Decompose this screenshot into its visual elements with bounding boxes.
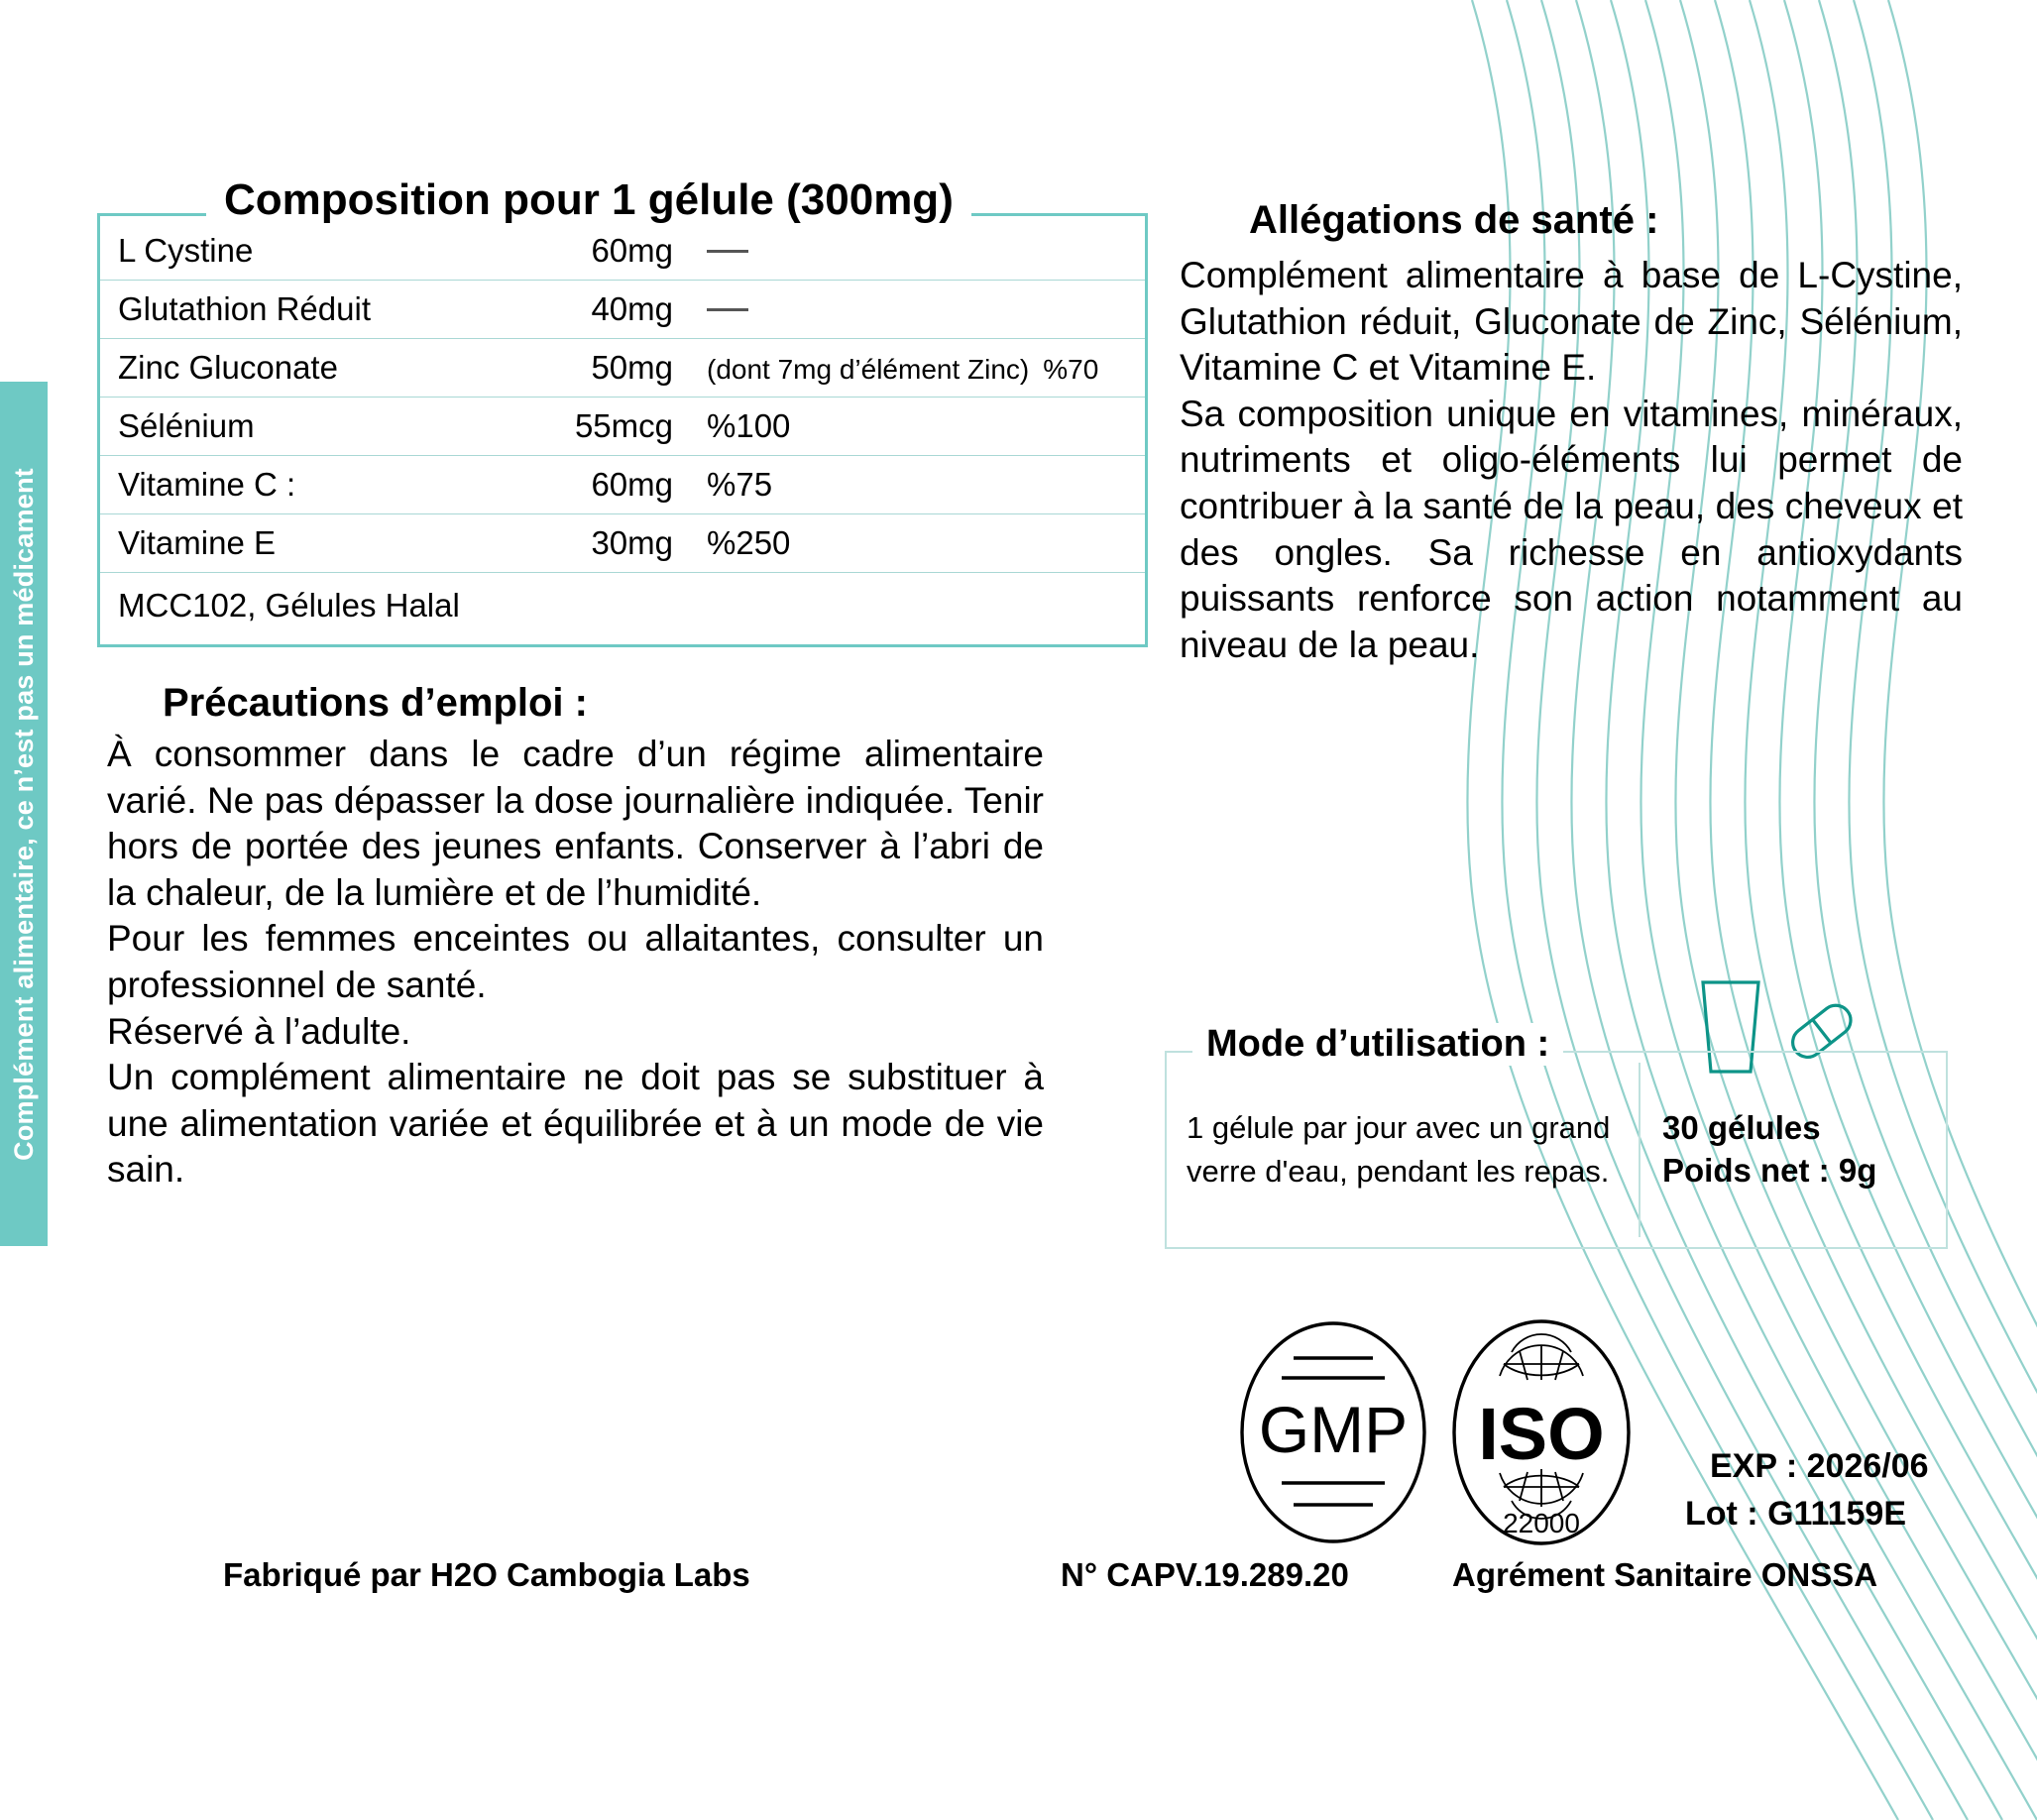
ingredient-name: Vitamine C :	[118, 466, 296, 503]
precautions-body	[107, 732, 1044, 1194]
table-row	[100, 398, 1145, 456]
mode-box	[1165, 1051, 1948, 1249]
precautions-paragraph: Réservé à l’adulte.	[107, 1010, 411, 1052]
ingredient-percent: %75	[707, 466, 773, 503]
vertical-disclaimer-text: Complément alimentaire, ce n’est pas un médicament	[8, 467, 39, 1161]
precautions-paragraph: Pour les femmes enceintes ou allaitantes, consulter un professionnel de santé.	[107, 918, 1044, 1006]
table-row	[100, 339, 1145, 398]
capsule-count: 30 gélules	[1662, 1109, 1821, 1147]
manufacturer-text: Fabriqué par H2O Cambogia Labs	[223, 1556, 750, 1593]
quantity-block	[1641, 1107, 1876, 1193]
left-column	[97, 175, 1148, 1194]
table-row	[100, 456, 1145, 514]
right-column	[1180, 198, 1973, 668]
ingredient-name: Zinc Gluconate	[118, 349, 338, 386]
mode-instructions: 1 gélule par jour avec un grand verre d'eau, pendant les repas.	[1187, 1109, 1611, 1189]
dash-icon	[707, 250, 748, 253]
ingredient-name: Vitamine E	[118, 524, 276, 561]
ingredient-percent	[673, 232, 748, 270]
health-claims-title: Allégations de santé :	[1249, 198, 1659, 242]
gmp-badge-icon	[1234, 1318, 1432, 1546]
ingredient-name: Sélénium	[118, 407, 255, 444]
mode-title: Mode d’utilisation :	[1192, 1023, 1563, 1066]
composition-title: Composition pour 1 gélule (300mg)	[206, 175, 971, 225]
health-claims-body	[1180, 253, 1963, 668]
iso-badge-label: ISO	[1478, 1393, 1605, 1475]
ingredient-percent: %70	[1043, 354, 1099, 385]
precautions-paragraph: Un complément alimentaire ne doit pas se substituer à une alimentation variée et équilibrée et à un mode de vie sain.	[107, 1057, 1044, 1191]
composition-section	[97, 175, 1148, 647]
dash-icon	[707, 308, 748, 311]
ingredient-amount: 60mg	[591, 232, 673, 269]
lot-number: Lot : G11159E	[1685, 1495, 1906, 1533]
ingredient-amount: 50mg	[591, 349, 673, 386]
ingredient-percent: %100	[707, 407, 791, 444]
precautions-paragraph: À consommer dans le cadre d’un régime alimentaire varié. Ne pas dépasser la dose journalière indiquée. Tenir hors de portée des jeunes enfants. Conserver à l’abri de la chaleur, de la lumière et de l’humidité.	[107, 734, 1044, 913]
table-row	[100, 514, 1145, 573]
ingredient-amount: 60mg	[591, 466, 673, 503]
gmp-badge-label: GMP	[1258, 1393, 1409, 1466]
iso-badge-icon	[1442, 1318, 1641, 1546]
vertical-disclaimer-band	[0, 382, 48, 1246]
claims-paragraph: Sa composition unique en vitamines, minéraux, nutriments et oligo-éléments lui permet de contribuer à la santé de la peau, des cheveux et des ongles. Sa richesse en antioxydants puissants renforce son action notamment au niveau de la peau.	[1180, 393, 1963, 665]
mode-section	[1165, 1023, 1948, 1249]
table-row	[100, 222, 1145, 281]
claims-paragraph: Complément alimentaire à base de L-Cystine, Glutathion réduit, Gluconate de Zinc, Sélénium, Vitamine C et Vitamine E.	[1180, 255, 1963, 389]
onssa-approval: Agrément Sanitaire ONSSA	[1452, 1556, 1878, 1593]
ingredient-percent	[673, 290, 748, 328]
ingredient-name: Glutathion Réduit	[118, 290, 371, 327]
expiry-date: EXP : 2026/06	[1710, 1447, 1929, 1485]
ingredient-percent: %250	[707, 524, 791, 561]
precautions-title: Précautions d’emploi :	[163, 681, 588, 725]
ingredient-amount: 40mg	[591, 290, 673, 327]
net-weight: Poids net : 9g	[1662, 1152, 1877, 1189]
table-footer-row	[100, 573, 1145, 634]
ingredient-amount: 55mcg	[574, 407, 673, 444]
ingredient-amount: 30mg	[591, 524, 673, 561]
iso-badge-number: 22000	[1503, 1508, 1580, 1538]
capv-number: N° CAPV.19.289.20	[1061, 1556, 1349, 1593]
table-row	[100, 281, 1145, 339]
ingredient-name: L Cystine	[118, 232, 254, 269]
composition-table	[97, 213, 1148, 647]
ingredient-note: (dont 7mg d’élément Zinc)	[707, 354, 1030, 385]
excipients-text: MCC102, Gélules Halal	[118, 587, 460, 624]
